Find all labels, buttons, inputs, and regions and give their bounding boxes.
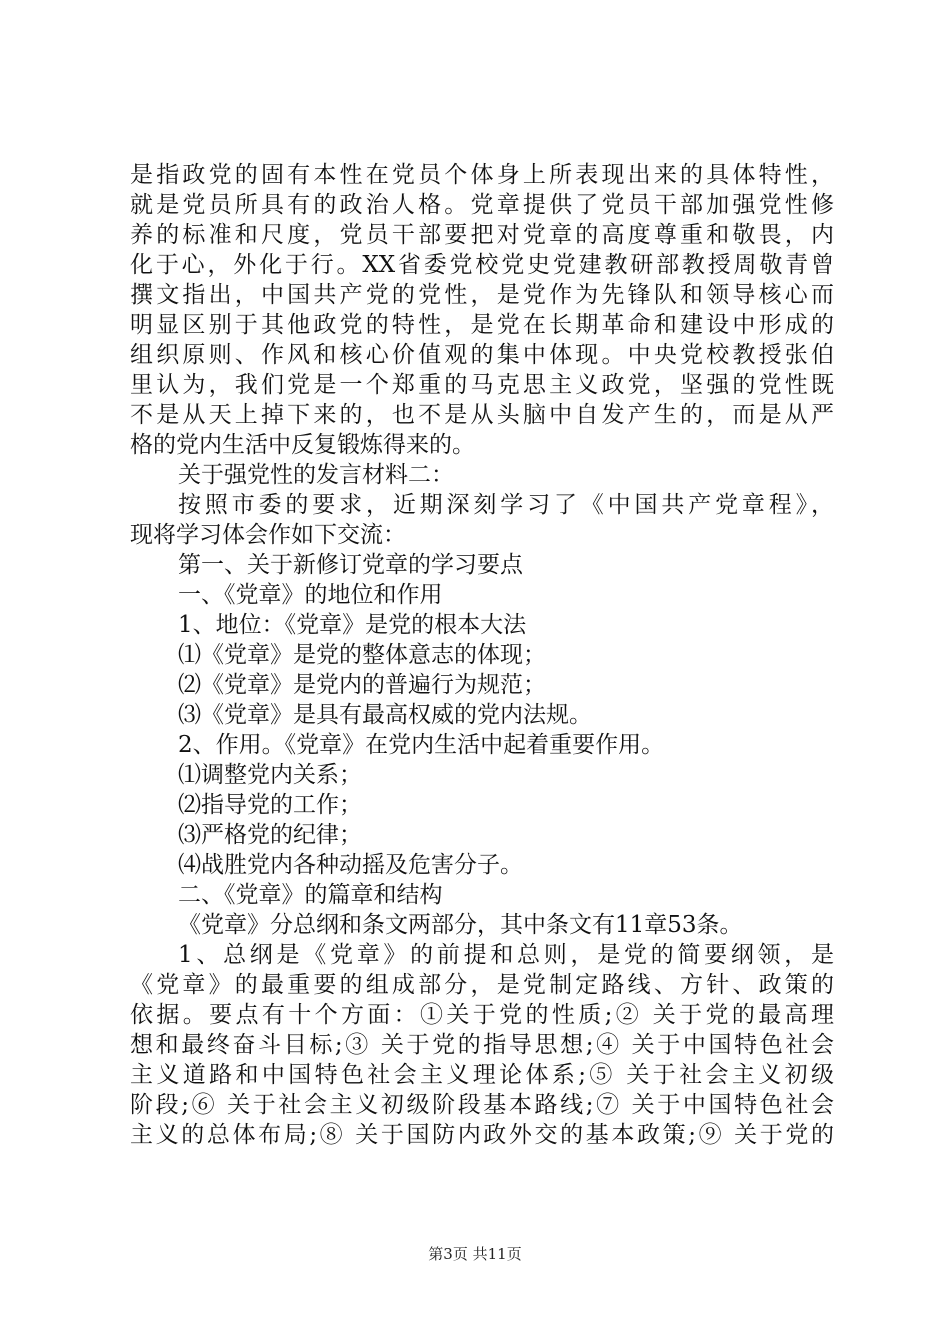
list-item: ⑷战胜党内各种动摇及危害分子。 — [178, 852, 523, 878]
body-line: 养的标准和尺度，党员干部要把对党章的高度尊重和敬畏，内 — [130, 222, 834, 248]
body-line: 明显区别于其他政党的特性，是党在长期革命和建设中形成的 — [130, 312, 834, 338]
body-line: 主义道路和中国特色社会主义理论体系;⑤ 关于社会主义初级 — [130, 1062, 834, 1088]
body-line: 《党章》的最重要的组成部分，是党制定路线、方针、政策的 — [130, 972, 834, 998]
body-line: 是指政党的固有本性在党员个体身上所表现出来的具体特性， — [130, 162, 834, 188]
document-body — [130, 160, 834, 1150]
body-line: 《党章》分总纲和条文两部分，其中条文有11章53条。 — [178, 912, 743, 938]
list-item: ⑵指导党的工作； — [178, 792, 362, 818]
body-line: 就是党员所具有的政治人格。党章提供了党员干部加强党性修 — [130, 192, 834, 218]
body-line: 组织原则、作风和核心价值观的集中体现。中央党校教授张伯 — [130, 342, 834, 368]
section-heading: 二、《党章》的篇章和结构 — [178, 882, 443, 908]
body-line: 格的党内生活中反复锻炼得来的。 — [130, 432, 475, 458]
list-item: ⑴调整党内关系； — [178, 762, 362, 788]
list-item: 1、地位：《党章》是党的根本大法 — [178, 612, 527, 638]
list-item: ⑴《党章》是党的整体意志的体现； — [178, 642, 546, 668]
section-heading: 一、《党章》的地位和作用 — [178, 582, 443, 608]
section-heading: 关于强党性的发言材料二： — [178, 462, 454, 488]
body-line: 主义的总体布局;⑧ 关于国防内政外交的基本政策;⑨ 关于党的 — [130, 1122, 834, 1148]
body-line: 不是从天上掉下来的，也不是从头脑中自发产生的，而是从严 — [130, 402, 834, 428]
body-line: 阶段;⑥ 关于社会主义初级阶段基本路线;⑦ 关于中国特色社会 — [130, 1092, 834, 1118]
body-line: 撰文指出，中国共产党的党性，是党作为先锋队和领导核心而 — [130, 282, 834, 308]
section-heading: 第一、关于新修订党章的学习要点 — [178, 552, 523, 578]
body-line: 依据。要点有十个方面：①关于党的性质;② 关于党的最高理 — [130, 1002, 834, 1028]
page-number-footer: 第3页 共11页 — [428, 1245, 522, 1263]
list-item: ⑶《党章》是具有最高权威的党内法规。 — [178, 702, 592, 728]
list-item: ⑶严格党的纪律； — [178, 822, 362, 848]
body-line: 里认为，我们党是一个郑重的马克思主义政党，坚强的党性既 — [130, 372, 834, 398]
body-line: 想和最终奋斗目标;③ 关于党的指导思想;④ 关于中国特色社会 — [130, 1032, 834, 1058]
body-line: 按照市委的要求，近期深刻学习了《中国共产党章程》， — [178, 492, 834, 518]
list-item: ⑵《党章》是党内的普遍行为规范； — [178, 672, 546, 698]
body-line: 化于心，外化于行。XX省委党校党史党建教研部教授周敬青曾 — [130, 252, 834, 278]
body-line: 1、总纲是《党章》的前提和总则，是党的简要纲领，是 — [178, 942, 834, 968]
body-line: 现将学习体会作如下交流： — [130, 522, 406, 548]
list-item: 2、作用。《党章》在党内生活中起着重要作用。 — [178, 732, 665, 758]
